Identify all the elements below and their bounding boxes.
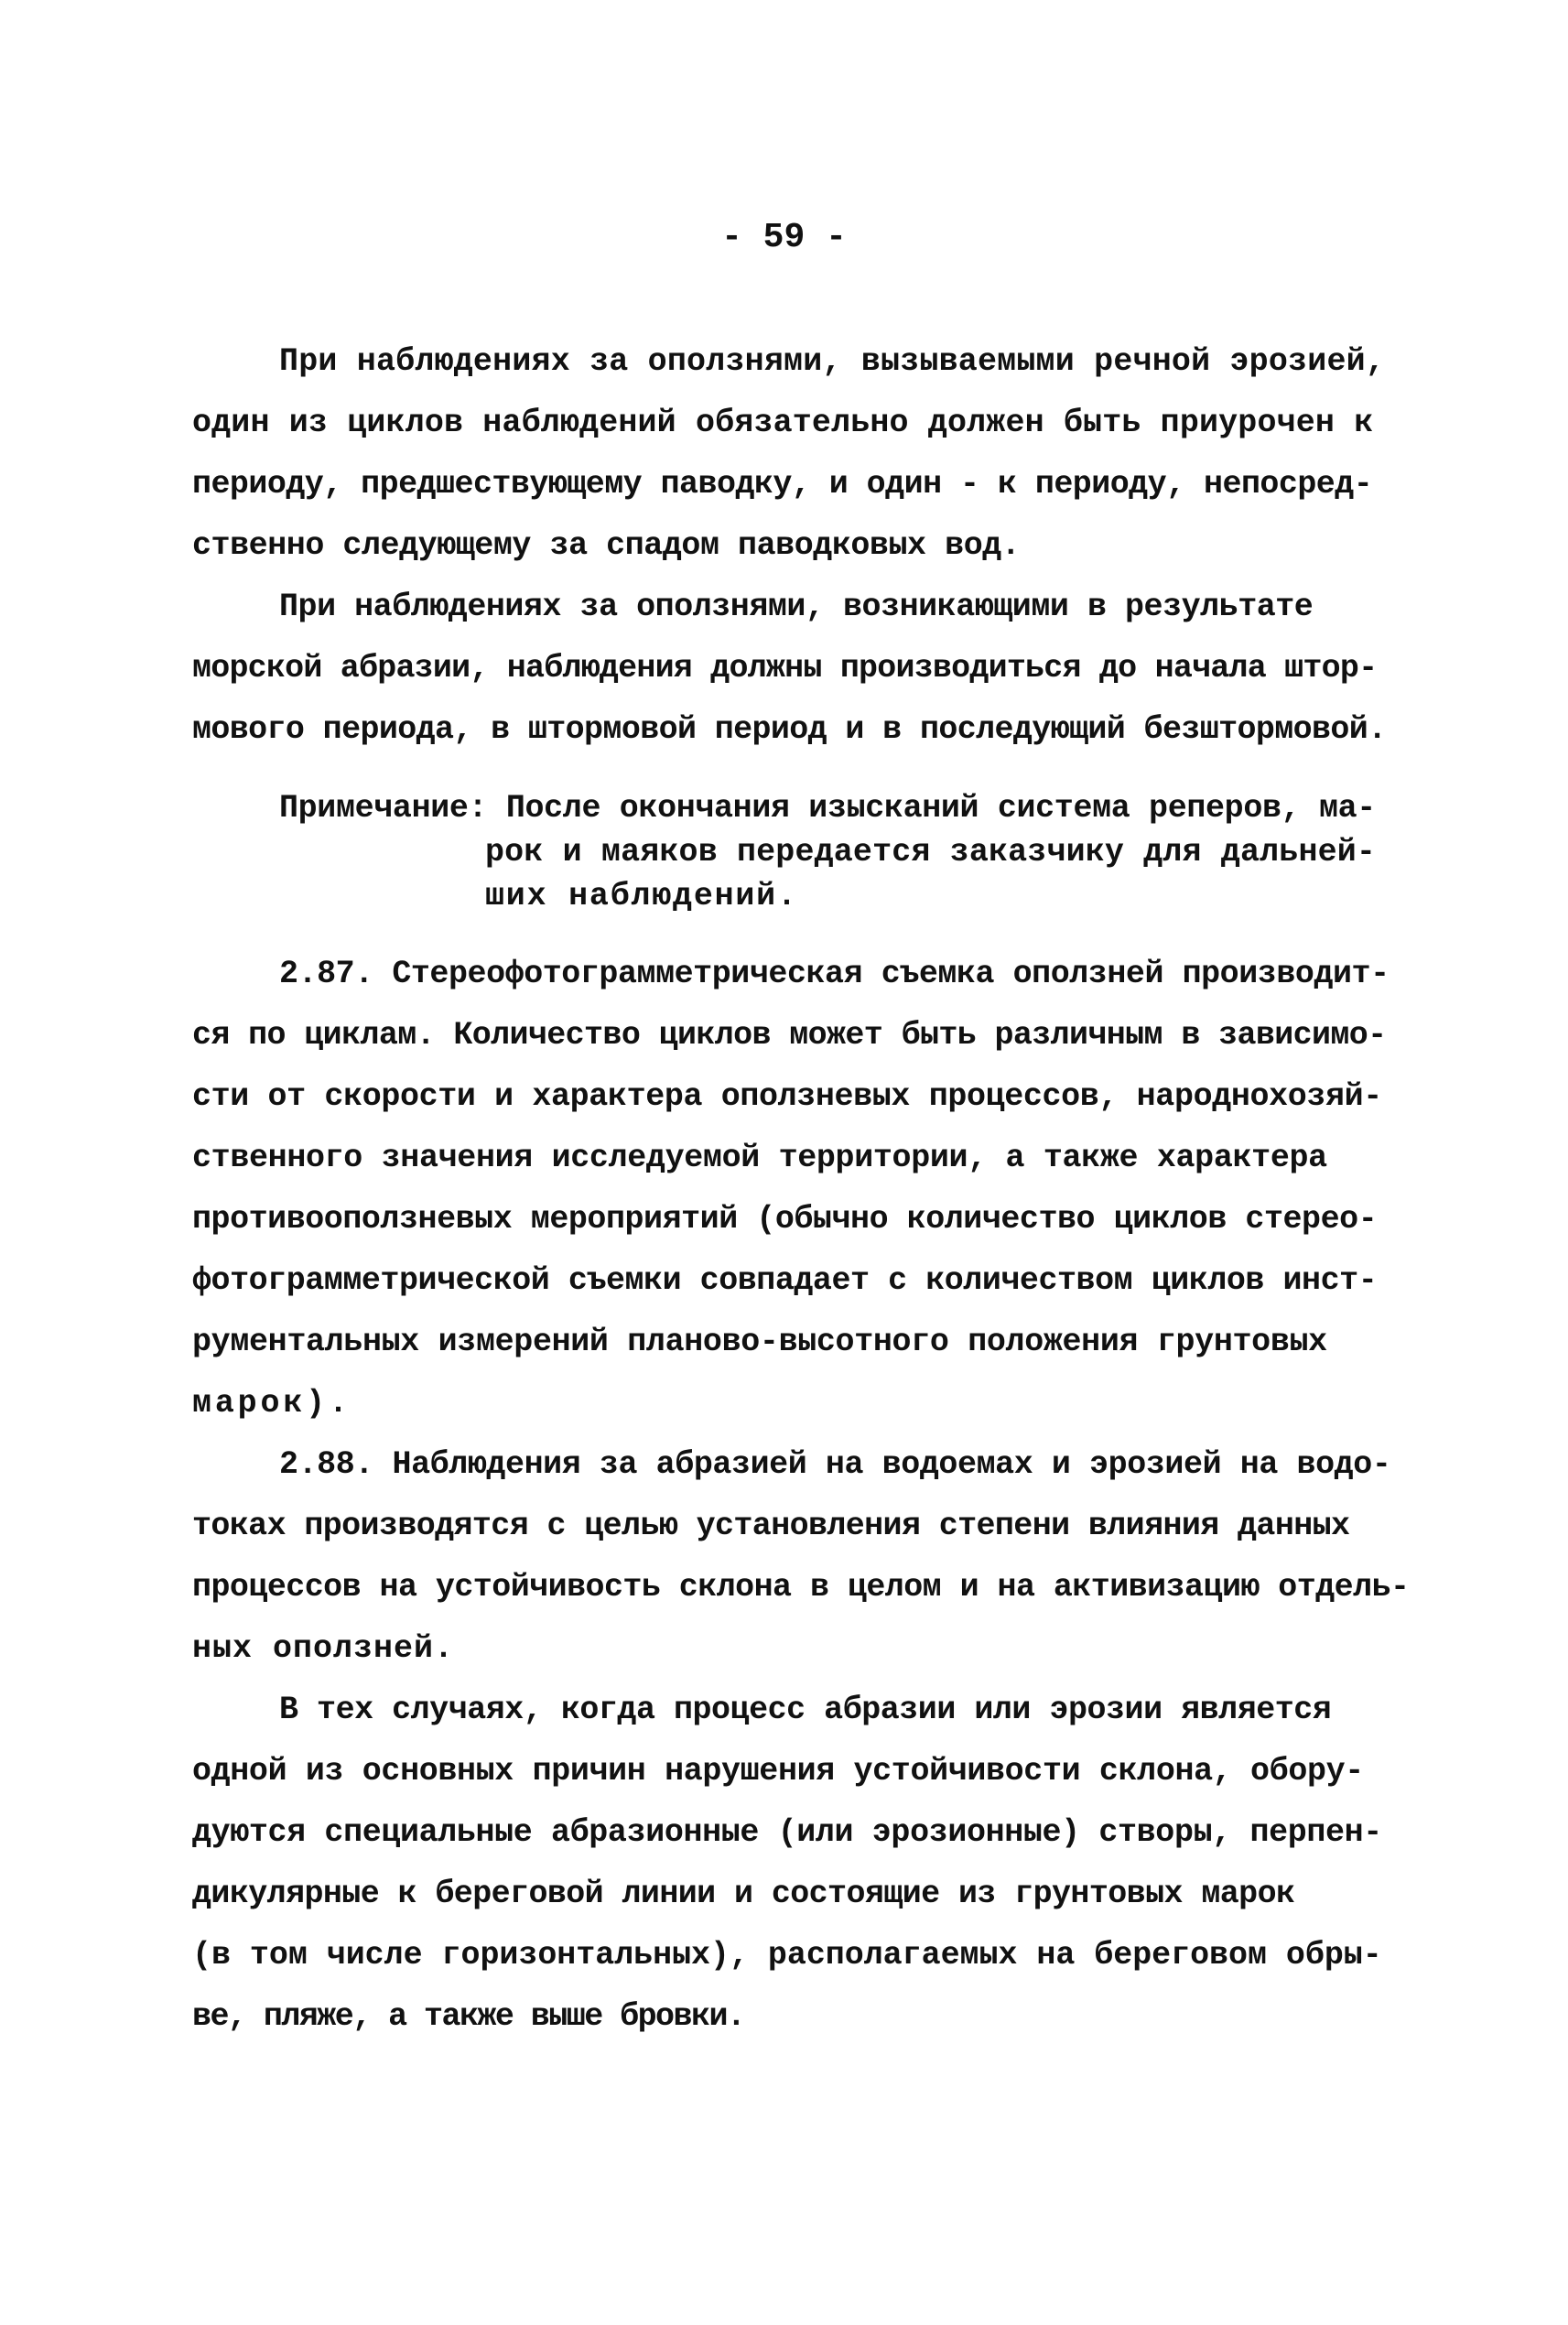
text-line: ственно следующему за спадом паводковых вод. (192, 527, 1021, 564)
text-line: сти от скорости и характера оползневых процессов, народнохозяй- (192, 1078, 1382, 1115)
text-line: ных оползней. (192, 1630, 455, 1667)
text-line: 2.88. Наблюдения за абразией на водоемах и эрозией на водо- (279, 1446, 1391, 1483)
text-line: морской абразии, наблюдения должны производиться до начала штор- (192, 650, 1378, 687)
note-line: ших наблюдений. (485, 878, 798, 914)
note-line: рок и маяков передается заказчику для дальней- (485, 834, 1377, 871)
text-line: процессов на устойчивость склона в целом и на активизацию отдель- (192, 1569, 1410, 1606)
text-line: дикулярные к береговой линии и состоящие из грунтовых марок (192, 1876, 1295, 1912)
text-line: При наблюдениях за оползнями, возникающими в результате (279, 589, 1314, 625)
note-line: Примечание: После окончания изысканий система реперов, ма- (279, 790, 1376, 827)
text-line: рументальных измерений планово-высотного положения грунтовых (192, 1324, 1327, 1360)
page-number: - 59 - (721, 218, 847, 257)
text-line: периоду, предшествующему паводку, и один - к периоду, непосред- (192, 466, 1373, 503)
text-line: дуются специальные абразионные (или эрозионные) створы, перпен- (192, 1814, 1382, 1851)
text-line: ве, пляже, а также выше бровки. (192, 1998, 745, 2035)
text-line: противооползневых мероприятий (обычно количество циклов стерео- (192, 1201, 1378, 1238)
text-line: одной из основных причин нарушения устойчивости склона, обору- (192, 1753, 1364, 1790)
text-line: В тех случаях, когда процесс абразии или эрозии является (279, 1692, 1332, 1728)
text-line: ся по циклам. Количество циклов может быть различным в зависимо- (192, 1017, 1387, 1054)
text-line: (в том числе горизонтальных), располагаемых на береговом обры- (192, 1937, 1382, 1974)
text-line: фотограмметрической съемки совпадает с количеством циклов инст- (192, 1262, 1378, 1299)
text-line: ственного значения исследуемой территории, а также характера (192, 1140, 1327, 1176)
text-line: 2.87. Стереофотограмметрическая съемка оползней производит- (279, 956, 1390, 992)
text-line: марок). (192, 1385, 351, 1422)
text-line: При наблюдениях за оползнями, вызываемыми речной эрозией, (279, 343, 1386, 380)
text-line: токах производятся с целью установления степени влияния данных (192, 1508, 1350, 1544)
text-line: мового периода, в штормовой период и в последующий безштормовой. (192, 711, 1387, 748)
text-line: один из циклов наблюдений обязательно должен быть приурочен к (192, 405, 1374, 441)
